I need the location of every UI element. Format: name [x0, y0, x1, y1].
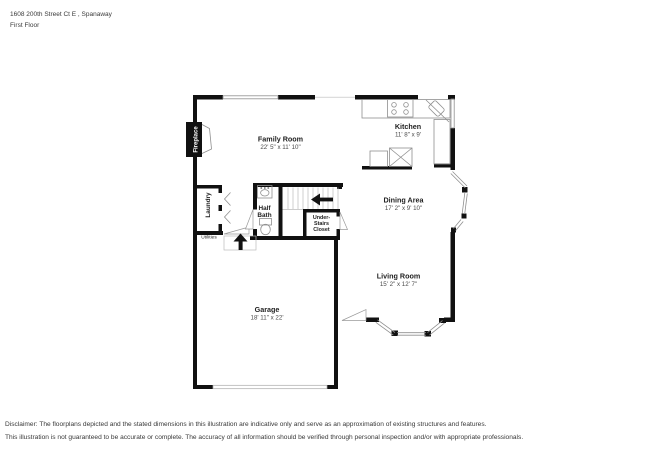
family-room-label: Family Room — [257, 134, 304, 144]
garage-door — [213, 385, 327, 388]
living-room-label: Living Room — [376, 271, 421, 281]
garage-label: Garage — [254, 305, 280, 314]
kitchen-label: Kitchen — [394, 122, 422, 131]
exterior-walls — [193, 95, 468, 389]
under-stairs-label-1: Under- — [312, 215, 331, 221]
entry-door-swing — [224, 227, 249, 234]
living-room-dims: 15' 2" x 12' 7" — [379, 281, 418, 288]
laundry-bifold-doors — [225, 193, 231, 224]
plan-header — [10, 10, 112, 31]
kitchen-counter-right — [434, 120, 450, 165]
corner-counter-edge — [426, 100, 449, 122]
address-text: 1608 200th Street Ct E , Spanaway — [10, 11, 112, 18]
bath-sink-icon — [258, 186, 273, 199]
dining-bay-windows — [454, 193, 468, 231]
stairs-direction-arrow-icon — [311, 194, 333, 206]
stove-icon — [388, 100, 414, 118]
corner-sink-icon — [428, 100, 445, 117]
back-door — [451, 172, 467, 189]
under-stairs-label-3: Closet — [313, 227, 330, 233]
fireplace — [186, 122, 212, 157]
floor-label: First Floor — [10, 21, 40, 29]
laundry-label: Laundry — [205, 192, 212, 218]
kitchen-dims: 11' 8" x 9' — [394, 131, 422, 139]
island-counter-icon — [390, 148, 413, 167]
disclaimer-line-1: Disclaimer: The floorplans depicted and the stated dimensions in this illustration are indicative only and serve as an approximation of existing structures and features. — [5, 421, 487, 428]
half-bath-door — [246, 210, 254, 230]
living-room-door-swing — [342, 310, 366, 321]
half-bath-label-1: Half — [258, 205, 271, 212]
under-stairs-label-2: Stairs — [314, 221, 329, 227]
toilet-icon — [260, 219, 272, 235]
half-bath-label-2: Bath — [257, 212, 272, 219]
fireplace-label: Fireplace — [193, 126, 200, 153]
disclaimer-line-2: This illustration is not guaranteed to be accurate or complete. The accuracy of all information should be verified through personal inspection and/or with appropriate professionals. — [5, 434, 524, 441]
room-labels — [201, 122, 424, 322]
garage-dims: 18' 11" x 22' — [250, 314, 284, 322]
disclaimer — [5, 418, 645, 444]
dining-area-label: Dining Area — [383, 195, 424, 205]
living-room-bay-windows — [376, 320, 445, 335]
family-room-window — [223, 96, 278, 99]
kitchen-sink-window — [451, 99, 454, 128]
closet-door — [340, 212, 348, 230]
dishwasher-icon — [370, 151, 388, 167]
stairs — [283, 188, 339, 210]
utilities-label: Utilities — [201, 235, 217, 241]
windows — [213, 96, 467, 389]
dining-area-dims: 17' 2" x 9' 10" — [384, 205, 423, 212]
interior-walls — [195, 166, 412, 240]
hearth-outline — [202, 125, 212, 154]
family-room-dims: 22' 5" x 11' 10" — [260, 144, 301, 151]
